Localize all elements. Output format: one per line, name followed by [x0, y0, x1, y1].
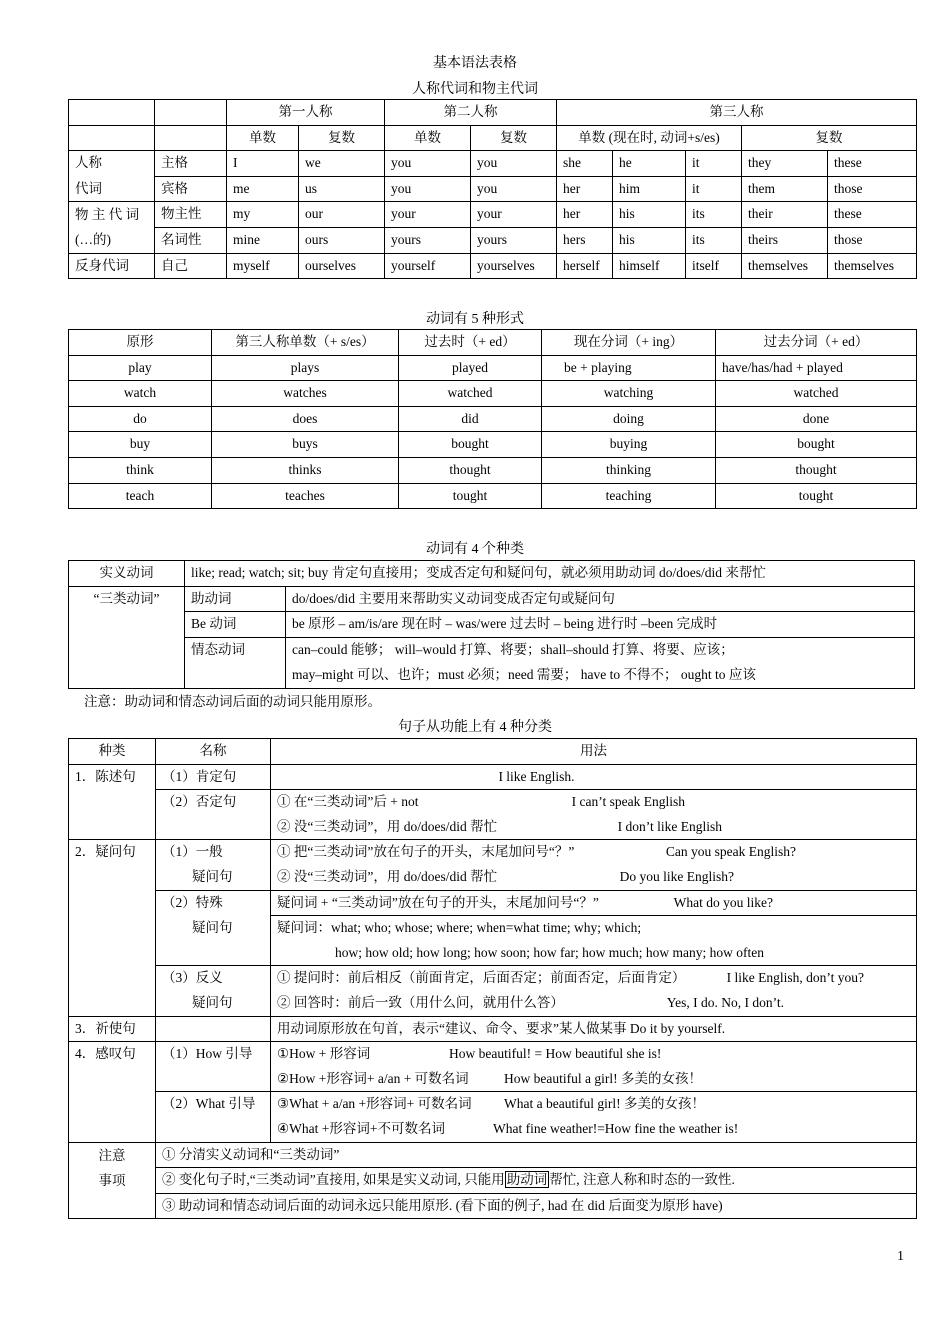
be-verb-text: be 原形 – am/is/are 现在时 – was/were 过去时 – being 进行时 –been 完成时: [286, 612, 915, 638]
sub-label: 宾格: [155, 176, 227, 202]
example-negative-1: I can’t speak English: [571, 794, 685, 810]
name-tag-question-1: （3）反义: [156, 966, 271, 991]
modal-verb-text-1: can–could 能够； will–would 打算、将要；shall–should 打算、将要、应该；: [292, 642, 734, 658]
header-plural-third: 复数: [742, 125, 917, 151]
table-cell: you: [471, 151, 557, 177]
table-cell: be + playing: [542, 355, 716, 381]
table-cell: we: [299, 151, 385, 177]
header-cell: 过去时（+ ed）: [399, 330, 542, 356]
be-verb-label: Be 动词: [185, 612, 286, 638]
group-label: 人称: [69, 151, 155, 177]
table-cell: our: [299, 202, 385, 228]
table-cell: did: [399, 406, 542, 432]
header-singular: 单数: [227, 125, 299, 151]
group-label: 反身代词: [69, 253, 155, 279]
name-affirmative: （1）肯定句: [156, 764, 271, 790]
sentence-header-row: [69, 739, 917, 765]
table-cell: us: [299, 176, 385, 202]
sentence-types-title: 句子从功能上有 4 种分类: [398, 720, 552, 735]
header-cell: 种类: [69, 739, 156, 765]
header-plural: 复数: [299, 125, 385, 151]
table-cell: bought: [399, 432, 542, 458]
notes-label-2: 事项: [98, 1172, 126, 1188]
table-cell: thought: [399, 457, 542, 483]
table-cell: yours: [385, 227, 471, 253]
name-tag-question-2: 疑问句: [156, 991, 271, 1016]
table-row: [69, 586, 915, 612]
example-general-question-1: Can you speak English?: [665, 844, 796, 860]
table-cell: yourselves: [471, 253, 557, 279]
name-special-question-2: 疑问句: [156, 916, 271, 941]
table-cell: have/has/had + played: [716, 355, 917, 381]
name-how-exclamation: （1）How 引导: [156, 1042, 271, 1092]
page-title: 基本语法表格: [433, 56, 517, 71]
table-cell: these: [828, 202, 917, 228]
table-row: [69, 381, 917, 407]
kind-declarative: 1．陈述句: [69, 764, 156, 840]
table-cell: does: [212, 406, 399, 432]
sub-label: 主格: [155, 151, 227, 177]
header-cell: 用法: [271, 739, 917, 765]
table-cell: watches: [212, 381, 399, 407]
table-cell: tought: [399, 483, 542, 509]
table-cell: it: [686, 151, 742, 177]
example-special-question-1: What do you like?: [673, 894, 773, 910]
table-cell: these: [828, 151, 917, 177]
table-cell: thinks: [212, 457, 399, 483]
table-row: [69, 790, 917, 815]
example-tag-question-1: I like English, don’t you?: [726, 970, 864, 986]
table-cell: ours: [299, 227, 385, 253]
table-cell: her: [557, 202, 613, 228]
table-cell: yours: [471, 227, 557, 253]
verb-kinds-table: [68, 560, 915, 689]
name-special-question-1: （2）特殊: [156, 890, 271, 916]
table-cell: watched: [716, 381, 917, 407]
note-2-boxed-word: 助动词: [506, 1172, 548, 1188]
table-cell: its: [686, 227, 742, 253]
example-how-2: How beautiful a girl! 多美的女孩！: [504, 1070, 702, 1086]
table-row: [69, 764, 917, 790]
kind-interrogative: 2．疑问句: [69, 840, 156, 1016]
table-cell: themselves: [742, 253, 828, 279]
use-how-2: ②How +形容词+ a/an + 可数名词: [277, 1070, 469, 1086]
table-cell: thought: [716, 457, 917, 483]
use-tag-question-1: ① 提问时：前后相反（前面肯定，后面否定；前面否定，后面肯定）: [277, 970, 686, 986]
table-cell: his: [613, 202, 686, 228]
table-cell: watching: [542, 381, 716, 407]
table-row: [69, 637, 915, 688]
sub-label: 名词性: [155, 227, 227, 253]
table-row: [69, 151, 917, 177]
table-cell: do: [69, 406, 212, 432]
pronoun-table-title: 人称代词和物主代词: [412, 82, 538, 97]
table-cell: them: [742, 176, 828, 202]
verb-kinds-note: 注意：助动词和情态动词后面的动词只能用原形。: [84, 694, 381, 709]
table-row: [69, 865, 917, 890]
table-row: [69, 916, 917, 941]
note-1: ① 分清实义动词和“三类动词”: [156, 1142, 917, 1168]
table-row: [69, 941, 917, 966]
notional-verb-text: like; read; watch; sit; buy 肯定句直接用；变成否定句和疑问句，就必须用助动词 do/does/did 来帮忙: [185, 561, 915, 587]
table-cell: buy: [69, 432, 212, 458]
table-cell: myself: [227, 253, 299, 279]
example-how-1: How beautiful! = How beautiful she is!: [449, 1046, 662, 1062]
table-cell: your: [471, 202, 557, 228]
table-row: [69, 355, 917, 381]
number-header-row: [69, 125, 917, 151]
use-special-question-2: 疑问词：what; who; whose; where; when=what time; why; which;: [271, 916, 917, 941]
example-tag-question-2: Yes, I do. No, I don’t.: [666, 994, 784, 1010]
table-row: [69, 176, 917, 202]
table-cell: tought: [716, 483, 917, 509]
table-row: [69, 227, 917, 253]
example-negative-2: I don’t like English: [617, 818, 722, 834]
table-cell: ourselves: [299, 253, 385, 279]
note-3: ③ 助动词和情态动词后面的动词永远只能用原形. (看下面的例子, had 在 did 后面变为原形 have): [156, 1193, 917, 1219]
table-cell: she: [557, 151, 613, 177]
verb-kinds-title: 动词有 4 个种类: [426, 542, 524, 557]
table-cell: me: [227, 176, 299, 202]
table-row: [69, 253, 917, 279]
use-general-question-2: ② 没“三类动词”，用 do/does/did 帮忙: [277, 868, 498, 884]
table-row: [69, 457, 917, 483]
table-cell: his: [613, 227, 686, 253]
group-label: (…的): [69, 227, 155, 253]
note-2-part-2: 帮忙, 注意人称和时态的一致性.: [549, 1172, 735, 1188]
use-tag-question-2: ② 回答时：前后一致（用什么问，就用什么答）: [277, 994, 564, 1010]
table-cell: my: [227, 202, 299, 228]
name-what-exclamation: （2）What 引导: [156, 1092, 271, 1142]
header-plural: 复数: [471, 125, 557, 151]
person-header-row: [69, 100, 917, 126]
verb-forms-header-row: [69, 330, 917, 356]
header-cell: 名称: [156, 739, 271, 765]
aux-verb-label: 助动词: [185, 586, 286, 612]
use-what-2: ④What +形容词+不可数名词: [277, 1120, 445, 1136]
table-cell: buys: [212, 432, 399, 458]
table-row: [69, 1016, 917, 1042]
verb-forms-title: 动词有 5 种形式: [426, 312, 524, 327]
table-cell: played: [399, 355, 542, 381]
table-cell: you: [385, 176, 471, 202]
header-cell: 原形: [69, 330, 212, 356]
table-cell: done: [716, 406, 917, 432]
table-cell: herself: [557, 253, 613, 279]
table-cell: doing: [542, 406, 716, 432]
name-general-question-2: 疑问句: [156, 865, 271, 890]
example-what-1: What a beautiful girl! 多美的女孩！: [504, 1096, 705, 1112]
notional-verb-label: 实义动词: [69, 561, 185, 587]
pronoun-table: [68, 99, 917, 279]
table-row: [69, 612, 915, 638]
use-how-1: ①How + 形容词: [277, 1046, 371, 1062]
page-number: 1: [897, 1249, 904, 1264]
table-cell: think: [69, 457, 212, 483]
modal-verb-text-2: may–might 可以、也许；must 必须；need 需要； have to 不得不； ought to 应该: [292, 666, 756, 682]
note-2-part-1: ② 变化句子时,“三类动词”直接用, 如果是实义动词, 只能用: [162, 1172, 505, 1188]
table-cell: bought: [716, 432, 917, 458]
name-negative: （2）否定句: [156, 790, 271, 840]
verb-forms-table: [68, 329, 917, 509]
sentence-types-table: [68, 738, 917, 1219]
table-row: [69, 991, 917, 1016]
table-cell: theirs: [742, 227, 828, 253]
kind-exclamatory: 4．感叹句: [69, 1042, 156, 1142]
use-affirmative: I like English.: [271, 764, 917, 790]
notes-label-1: 注意: [98, 1147, 126, 1163]
table-cell: yourself: [385, 253, 471, 279]
use-negative-1: ① 在“三类动词”后 + not: [277, 794, 419, 810]
table-row: [69, 966, 917, 991]
aux-verb-text: do/does/did 主要用来帮助实义动词变成否定句或疑问句: [286, 586, 915, 612]
modal-verb-label: 情态动词: [185, 637, 286, 688]
table-row: [69, 202, 917, 228]
table-row: [69, 840, 917, 865]
header-cell: 现在分词（+ ing）: [542, 330, 716, 356]
header-second-person: 第二人称: [385, 100, 557, 126]
use-special-question-3: how; how old; how long; how soon; how far; how much; how many; how often: [271, 941, 917, 966]
table-cell: your: [385, 202, 471, 228]
table-cell: watched: [399, 381, 542, 407]
table-cell: you: [471, 176, 557, 202]
header-cell: 过去分词（+ ed）: [716, 330, 917, 356]
sub-label: 自己: [155, 253, 227, 279]
table-cell: mine: [227, 227, 299, 253]
table-cell: thinking: [542, 457, 716, 483]
table-cell: him: [613, 176, 686, 202]
table-cell: her: [557, 176, 613, 202]
group-label: 物 主 代 词: [69, 202, 155, 228]
table-row: [69, 406, 917, 432]
table-row: [69, 1092, 917, 1117]
table-cell: those: [828, 227, 917, 253]
table-row: [69, 561, 915, 587]
use-imperative: 用动词原形放在句首，表示“建议、命令、要求”某人做某事 Do it by yourself.: [271, 1016, 917, 1042]
table-cell: I: [227, 151, 299, 177]
header-third-person: 第三人称: [557, 100, 917, 126]
table-cell: watch: [69, 381, 212, 407]
header-singular-third: 单数 (现在时, 动词+s/es): [557, 125, 742, 151]
example-what-2: What fine weather!=How fine the weather is!: [493, 1120, 739, 1136]
table-row: [69, 1142, 917, 1168]
table-row: [69, 1168, 917, 1194]
use-what-1: ③What + a/an +形容词+ 可数名词: [277, 1096, 472, 1112]
kind-imperative: 3．祈使句: [69, 1016, 156, 1042]
header-singular: 单数: [385, 125, 471, 151]
use-general-question-1: ① 把“三类动词”放在句子的开头，末尾加问号“？”: [277, 844, 575, 860]
table-row: [69, 432, 917, 458]
table-row: [69, 890, 917, 916]
table-row: [69, 1042, 917, 1067]
use-negative-2: ② 没“三类动词”，用 do/does/did 帮忙: [277, 818, 498, 834]
table-cell: you: [385, 151, 471, 177]
table-cell: hers: [557, 227, 613, 253]
table-cell: themselves: [828, 253, 917, 279]
table-cell: buying: [542, 432, 716, 458]
table-cell: their: [742, 202, 828, 228]
sub-label: 物主性: [155, 202, 227, 228]
use-special-question-1: 疑问词 + “三类动词”放在句子的开头，末尾加问号“？”: [277, 894, 599, 910]
example-general-question-2: Do you like English?: [619, 868, 734, 884]
table-cell: those: [828, 176, 917, 202]
table-cell: he: [613, 151, 686, 177]
table-row: [69, 483, 917, 509]
table-row: [69, 1193, 917, 1219]
table-cell: its: [686, 202, 742, 228]
table-cell: teaching: [542, 483, 716, 509]
table-cell: teach: [69, 483, 212, 509]
table-cell: plays: [212, 355, 399, 381]
group-label: 代词: [69, 176, 155, 202]
table-cell: himself: [613, 253, 686, 279]
three-verb-types-label: “三类动词”: [69, 586, 185, 688]
table-cell: it: [686, 176, 742, 202]
table-cell: play: [69, 355, 212, 381]
table-cell: itself: [686, 253, 742, 279]
table-cell: teaches: [212, 483, 399, 509]
table-cell: they: [742, 151, 828, 177]
header-first-person: 第一人称: [227, 100, 385, 126]
name-general-question-1: （1）一般: [156, 840, 271, 865]
header-cell: 第三人称单数（+ s/es）: [212, 330, 399, 356]
